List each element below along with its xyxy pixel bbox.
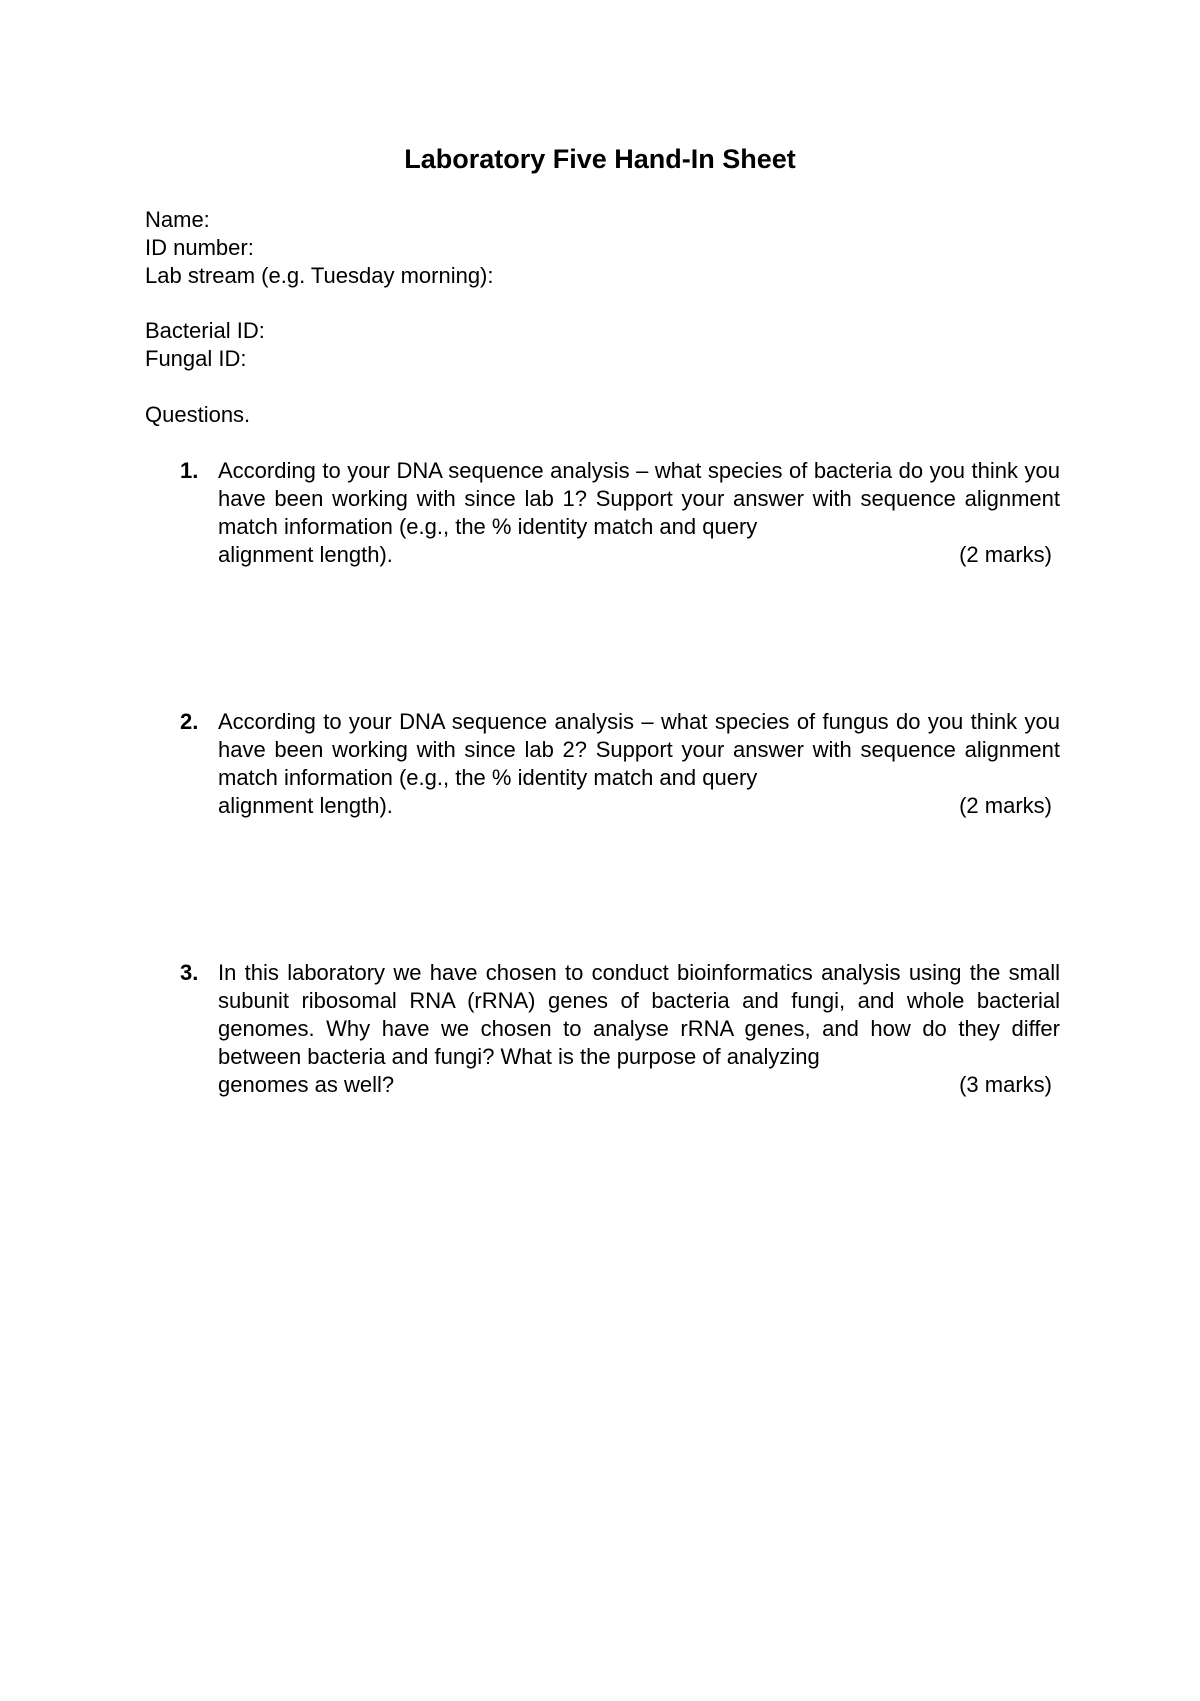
question-body [218,457,1060,569]
question-text: In this laboratory we have chosen to conduct bioinformatics analysis using the small subunit ribosomal RNA (rRNA) genes of bacteria and fungi, and whole bacterial genomes. Why have we chosen to analyse rRNA genes, and how do they differ between bacteria and fungi? What is the purpose of analyzing [218,960,1060,1069]
question-last-line [218,792,1060,820]
questions-heading: Questions. [145,402,251,427]
question-number: 1. [180,458,199,483]
fungal-id-field-label: Fungal ID: [145,346,247,371]
question-last-line [218,1071,1060,1099]
question-marks: (3 marks) [959,1072,1052,1097]
question-text: According to your DNA sequence analysis – what species of fungus do you think you have been working with since lab 2? Support your answer with sequence alignment match information (e.g., the % identity match and query [218,709,1060,790]
question-text-end: alignment length). [218,793,393,818]
question-marks: (2 marks) [959,542,1052,567]
question-body [218,708,1060,820]
lab-stream-field-label: Lab stream (e.g. Tuesday morning): [145,263,494,288]
question-number: 2. [180,709,199,734]
question-number: 3. [180,960,199,985]
page-title: Laboratory Five Hand-In Sheet [404,144,796,174]
question-marks: (2 marks) [959,793,1052,818]
id-number-field-label: ID number: [145,235,254,260]
question-body [218,959,1060,1099]
question-text-end: alignment length). [218,542,393,567]
question-text-end: genomes as well? [218,1072,395,1097]
question-text: According to your DNA sequence analysis – what species of bacteria do you think you have been working with since lab 1? Support your answer with sequence alignment match information (e.g., the % identity match and query [218,458,1060,539]
name-field-label: Name: [145,207,210,232]
bacterial-id-field-label: Bacterial ID: [145,318,265,343]
question-last-line [218,541,1060,569]
